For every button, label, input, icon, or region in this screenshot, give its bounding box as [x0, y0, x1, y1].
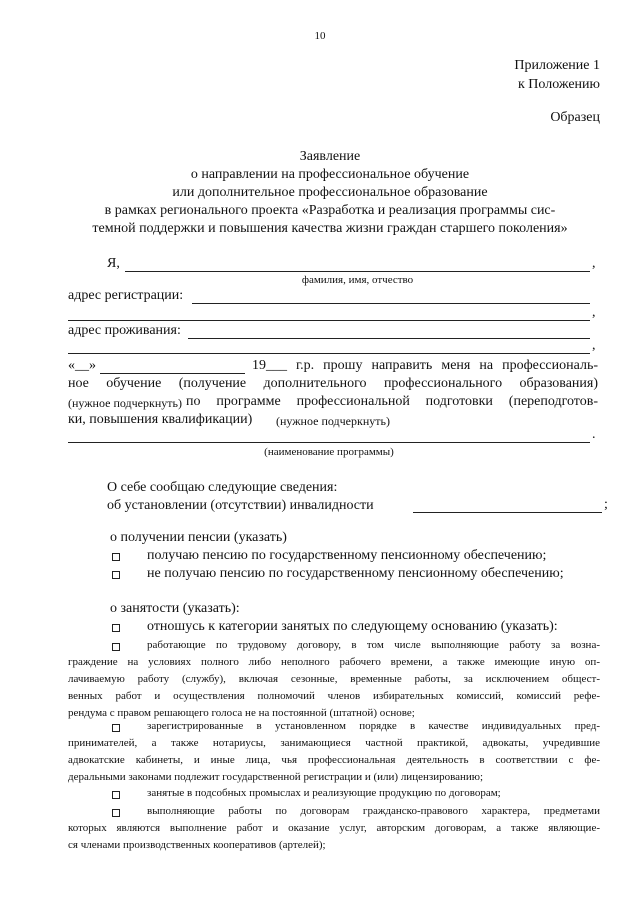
date-day[interactable]: «__»: [68, 358, 96, 373]
underline-note-2: (нужное подчеркнуть): [276, 414, 390, 428]
employment-category-checkbox[interactable]: [112, 624, 120, 632]
title-line-2: о направлении на профессиональное обучение: [190, 167, 470, 182]
title-line-3: или дополнительное профессиональное образование: [172, 185, 488, 200]
program-period: .: [592, 427, 596, 442]
info-intro: О себе сообщаю следующие сведения:: [107, 480, 338, 495]
live-address-line-2[interactable]: [68, 353, 590, 354]
pension-heading: о получении пенсии (указать): [110, 530, 287, 545]
employment-heading: о занятости (указать):: [110, 601, 240, 616]
employment-item1-line-4: венных работ и осуществления полномочий членов избирательных комиссий, комиссий рефе-: [68, 690, 600, 702]
fio-comma: ,: [592, 256, 596, 271]
live-address-label: адрес проживания:: [68, 323, 181, 338]
employment-item4-line-3: ся членами производственных кооперативов (артелей);: [68, 839, 326, 851]
ya-label: Я,: [107, 256, 120, 271]
sample-label: Образец: [550, 110, 600, 125]
pension-opt2-checkbox[interactable]: [112, 571, 120, 579]
reg-address-label: адрес регистрации:: [68, 288, 184, 303]
request-line-3: по программе профессиональной подготовки (переподготов-: [186, 394, 598, 409]
employment-item4-line-1: выполняющие работы по договорам гражданско-правового характера, предметами: [147, 805, 600, 817]
employment-item2-line-1: зарегистрированные в установленном порядке в качестве индивидуальных пред-: [147, 720, 600, 732]
pension-opt1-label: получаю пенсию по государственному пенсионному обеспечению;: [147, 548, 547, 563]
reg-address-comma: ,: [592, 305, 596, 320]
request-line-2: ное обучение (получение дополнительного профессионального образования): [68, 376, 598, 391]
page-number: 10: [314, 30, 326, 42]
employment-item2-line-2: принимателей, а также нотариусы, занимающиеся частной практикой, адвокаты, учредившие: [68, 737, 600, 749]
employment-item3-label: занятые в подсобных промыслах и реализующие продукцию по договорам;: [147, 787, 501, 799]
request-line-4: ки, повышения квалификации): [68, 412, 253, 427]
disability-line[interactable]: [413, 512, 602, 513]
title-line-1: Заявление: [299, 149, 361, 164]
fio-caption: фамилия, имя, отчество: [301, 274, 414, 286]
employment-item1-line-3: лачиваемую работу (службу), включая сезонные, временные работы, за исключением общест-: [68, 673, 600, 685]
fio-line[interactable]: [125, 271, 590, 272]
program-caption: (наименование программы): [264, 446, 394, 458]
live-address-line-1[interactable]: [188, 338, 590, 339]
reg-address-line-2[interactable]: [68, 320, 590, 321]
birth-year[interactable]: 19___: [252, 358, 287, 373]
employment-item3-checkbox[interactable]: [112, 791, 120, 799]
employment-category-label: отношусь к категории занятых по следующему основанию (указать):: [147, 619, 558, 634]
employment-item2-line-4: деральными законами подлежит государственной регистрации и (или) лицензированию;: [68, 771, 484, 783]
live-address-comma: ,: [592, 338, 596, 353]
appendix-line-1: Приложение 1: [514, 58, 600, 73]
employment-item4-line-2: которых являются выполнение работ и оказание услуг, авторским договорам, а также являющие-: [68, 822, 600, 834]
program-name-line[interactable]: [68, 442, 590, 443]
employment-item1-line-5: рендума с правом решающего голоса не на постоянной (штатной) основе;: [68, 707, 415, 719]
date-month-line[interactable]: [100, 373, 245, 374]
employment-item1-line-2: граждение на условиях полного либо неполного рабочего времени, а также имеющие иную оп-: [68, 656, 600, 668]
reg-address-line-1[interactable]: [192, 303, 590, 304]
underline-note-1: (нужное подчеркнуть): [68, 396, 182, 410]
pension-opt1-checkbox[interactable]: [112, 553, 120, 561]
pension-opt2-label: не получаю пенсию по государственному пенсионному обеспечению;: [147, 566, 564, 581]
appendix-line-2: к Положению: [517, 77, 600, 92]
title-line-5: темной поддержки и повышения качества жизни граждан старшего поколения»: [92, 221, 568, 236]
request-line-1: г.р. прошу направить меня на профессиональ-: [296, 358, 598, 373]
disability-label: об установлении (отсутствии) инвалидности: [107, 498, 374, 513]
employment-item2-line-3: адвокатские кабинеты, и иные лица, чья профессиональная деятельность в соответствии с фе-: [68, 754, 600, 766]
employment-item1-line-1: работающие по трудовому договору, в том числе выполняющие работу за возна-: [147, 639, 600, 651]
employment-item4-checkbox[interactable]: [112, 809, 120, 817]
title-line-4: в рамках регионального проекта «Разработка и реализация программы сис-: [104, 203, 556, 218]
employment-item1-checkbox[interactable]: [112, 643, 120, 651]
disability-semicolon: ;: [604, 497, 608, 512]
employment-item2-checkbox[interactable]: [112, 724, 120, 732]
